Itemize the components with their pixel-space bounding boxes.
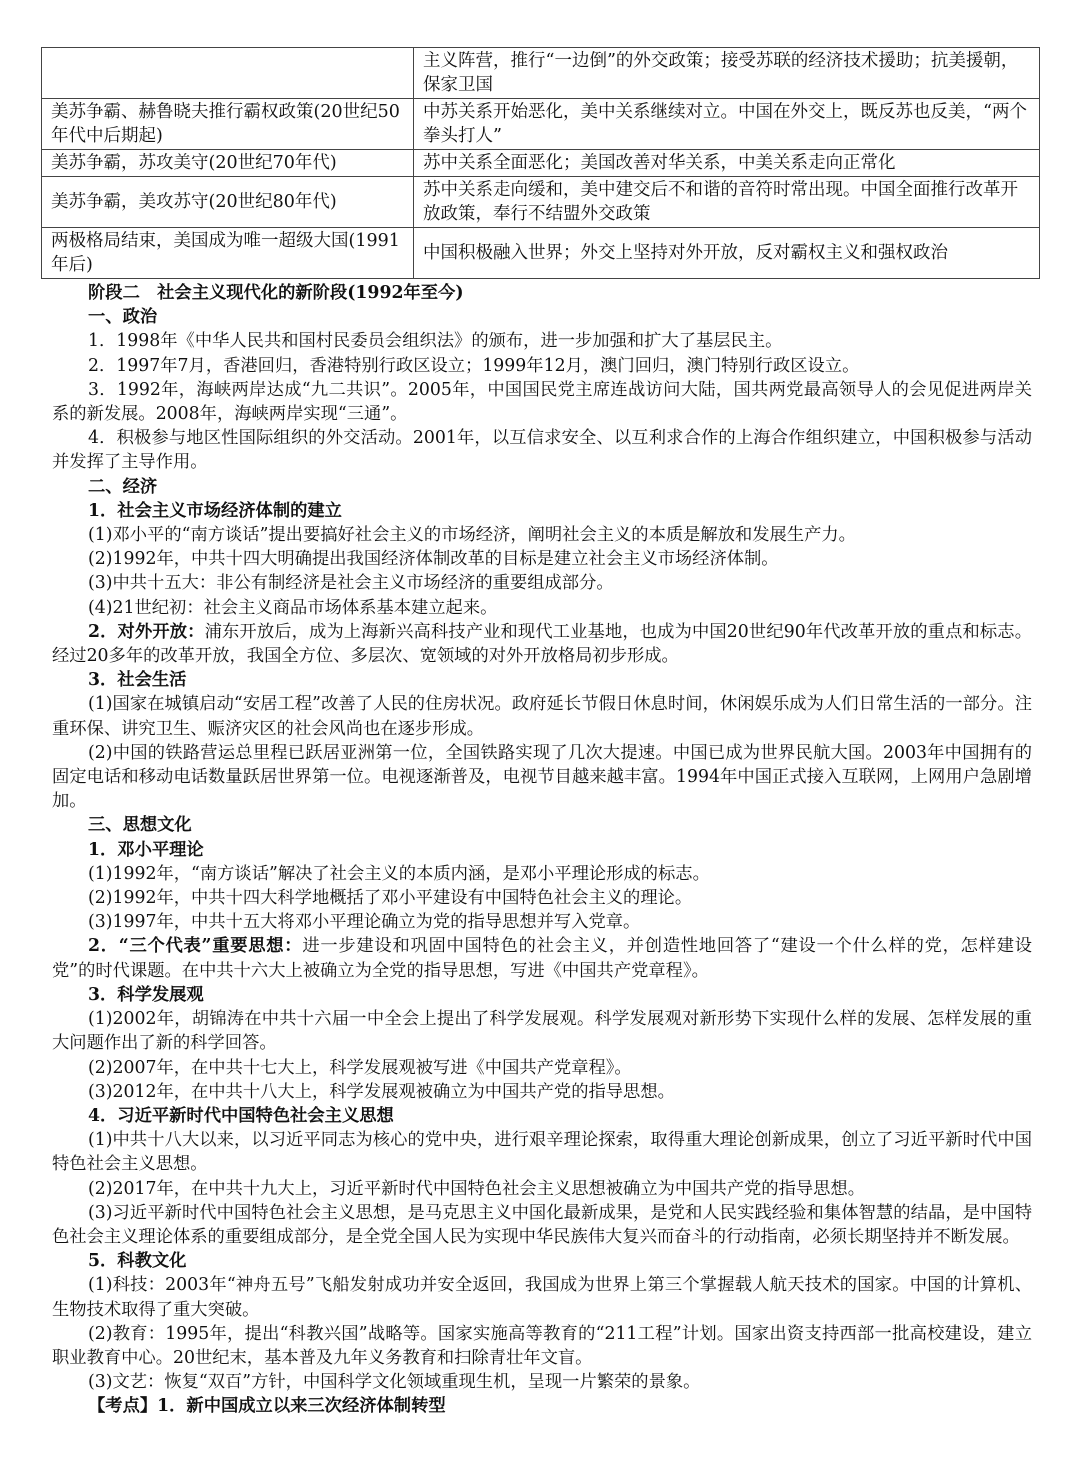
list-item: (3)中共十五大：非公有制经济是社会主义市场经济的重要组成部分。: [88, 573, 614, 594]
table-row: [42, 48, 1040, 99]
paragraph: 1．1998年《中华人民共和国村民委员会组织法》的颁布，进一步加强和扩大了基层民主。: [88, 331, 783, 352]
list-item: (3)习近平新时代中国特色社会主义思想，是马克思主义中国化最新成果，是党和人民实践经验和集体智慧的结晶，是中国特色社会主义理论体系的重要组成部分，是全党全国人民为实现中华民族伟大复兴而奋斗的行动指南，必须长期坚持并不断发展。: [52, 1202, 1032, 1247]
paragraph: 4．积极参与地区性国际组织的外交活动。2001年，以互信求安全、以互利求合作的上海合作组织建立，中国积极参与活动并发挥了主导作用。: [52, 428, 1032, 473]
list-item: (1)科技：2003年“神舟五号”飞船发射成功并安全返回，我国成为世界上第三个掌握载人航天技术的国家。中国的计算机、生物技术取得了重大突破。: [52, 1275, 1032, 1320]
list-item: (1)中共十八大以来，以习近平同志为核心的党中央，进行艰辛理论探索，取得重大理论创新成果，创立了习近平新时代中国特色社会主义思想。: [52, 1130, 1032, 1175]
table-cell-left: 美苏争霸、赫鲁晓夫推行霸权政策(20世纪50年代中后期起): [42, 99, 414, 150]
document-body: [52, 281, 1032, 1419]
paragraph: [52, 620, 1032, 668]
paragraph: [52, 934, 1032, 982]
table-cell-right: 中国积极融入世界；外交上坚持对外开放，反对霸权主义和强权政治: [414, 228, 1040, 279]
list-item: (1)国家在城镇启动“安居工程”改善了人民的住房状况。政府延长节假日休息时间，休闲娱乐成为人们日常生活的一部分。注重环保、讲究卫生、赈济灾区的社会风尚也在逐步形成。: [52, 694, 1032, 739]
list-item: (2)中国的铁路营运总里程已跃居亚洲第一位，全国铁路实现了几次大提速。中国已成为世界民航大国。2003年中国拥有的固定电话和移动电话数量跃居世界第一位。电视逐渐普及，电视节目越来越丰富。1994年中国正式接入互联网，上网用户急剧增加。: [52, 742, 1032, 812]
paragraph-text: 进一步建设和巩固中国特色的社会主义，并创造性地回答了“建设一个什么样的党，怎样建设党”的时代课题。在中共十六大上被确立为全党的指导思想，写进《中国共产党章程》。: [52, 936, 1033, 981]
subheading: 3．科学发展观: [88, 984, 204, 1005]
list-item: (2)2007年，在中共十七大上，科学发展观被写进《中国共产党章程》。: [88, 1057, 632, 1078]
key-point-heading: 【考点】1．新中国成立以来三次经济体制转型: [88, 1396, 446, 1417]
subheading: 5．科教文化: [88, 1251, 187, 1272]
list-item: (3)2012年，在中共十八大上，科学发展观被确立为中国共产党的指导思想。: [88, 1081, 675, 1102]
section-heading-culture: 三、思想文化: [88, 815, 192, 836]
table-cell-left: 美苏争霸，苏攻美守(20世纪70年代): [42, 150, 414, 177]
table-cell-left: [42, 48, 414, 99]
list-item: (2)2017年，在中共十九大上，习近平新时代中国特色社会主义思想被确立为中国共产党的指导思想。: [88, 1178, 865, 1199]
section-heading-economy: 二、经济: [88, 476, 158, 497]
list-item: (1)邓小平的“南方谈话”提出要搞好社会主义的市场经济，阐明社会主义的本质是解放和发展生产力。: [88, 525, 856, 546]
list-item: (3)1997年，中共十五大将邓小平理论确立为党的指导思想并写入党章。: [88, 912, 641, 933]
list-item: (2)1992年，中共十四大明确提出我国经济体制改革的目标是建立社会主义市场经济体制。: [88, 549, 779, 570]
table-row: [42, 99, 1040, 150]
list-item: (3)文艺：恢复“双百”方针，中国科学文化领域重现生机，呈现一片繁荣的景象。: [88, 1372, 701, 1393]
table-cell-right: 中苏关系开始恶化，美中关系继续对立。中国在外交上，既反苏也反美，“两个拳头打人”: [414, 99, 1040, 150]
paragraph-text: 浦东开放后，成为上海新兴高科技产业和现代工业基地，也成为中国20世纪90年代改革开放的重点和标志。经过20多年的改革开放，我国全方位、多层次、宽领域的对外开放格局初步形成。: [52, 621, 1032, 667]
subheading: 1．邓小平理论: [88, 839, 204, 860]
table-row: [42, 177, 1040, 228]
section-heading-politics: 一、政治: [88, 307, 158, 328]
table-row: [42, 228, 1040, 279]
stage-heading: 阶段二 社会主义现代化的新阶段(1992年至今): [88, 283, 464, 303]
list-item: (2)教育：1995年，提出“科教兴国”战略等。国家实施高等教育的“211工程”计划。国家出资支持西部一批高校建设，建立职业教育中心。20世纪末，基本普及九年义务教育和扫除青壮年文盲。: [52, 1323, 1032, 1368]
list-item: (1)1992年，“南方谈话”解决了社会主义的本质内涵，是邓小平理论形成的标志。: [88, 863, 710, 884]
paragraph-lead: 2．“三个代表”重要思想：: [88, 936, 303, 957]
subheading: 3．社会生活: [88, 670, 187, 691]
table-cell-right: 苏中关系走向缓和，美中建交后不和谐的音符时常出现。中国全面推行改革开放政策，奉行不结盟外交政策: [414, 177, 1040, 228]
table-row: [42, 150, 1040, 177]
table-cell-left: 美苏争霸，美攻苏守(20世纪80年代): [42, 177, 414, 228]
table-cell-right: 苏中关系全面恶化；美国改善对华关系，中美关系走向正常化: [414, 150, 1040, 177]
list-item: (4)21世纪初：社会主义商品市场体系基本建立起来。: [88, 597, 498, 618]
subheading: 1．社会主义市场经济体制的建立: [88, 500, 342, 521]
table-cell-left: 两极格局结束，美国成为唯一超级大国(1991年后): [42, 228, 414, 279]
list-item: (2)1992年，中共十四大科学地概括了邓小平建设有中国特色社会主义的理论。: [88, 888, 693, 909]
paragraph: 3．1992年，海峡两岸达成“九二共识”。2005年，中国国民党主席连战访问大陆，国共两党最高领导人的会见促进两岸关系的新发展。2008年，海峡两岸实现“三通”。: [52, 379, 1032, 425]
subheading: 4．习近平新时代中国特色社会主义思想: [88, 1105, 394, 1126]
relations-table: [41, 47, 1040, 279]
list-item: (1)2002年，胡锦涛在中共十六届一中全会上提出了科学发展观。科学发展观对新形势下实现什么样的发展、怎样发展的重大问题作出了新的科学回答。: [52, 1009, 1032, 1054]
paragraph: 2．1997年7月，香港回归，香港特别行政区设立；1999年12月，澳门回归，澳门特别行政区设立。: [88, 355, 860, 376]
table-cell-right: 主义阵营，推行“一边倒”的外交政策；接受苏联的经济技术援助；抗美援朝，保家卫国: [414, 48, 1040, 99]
paragraph-lead: 2．对外开放：: [88, 621, 205, 642]
